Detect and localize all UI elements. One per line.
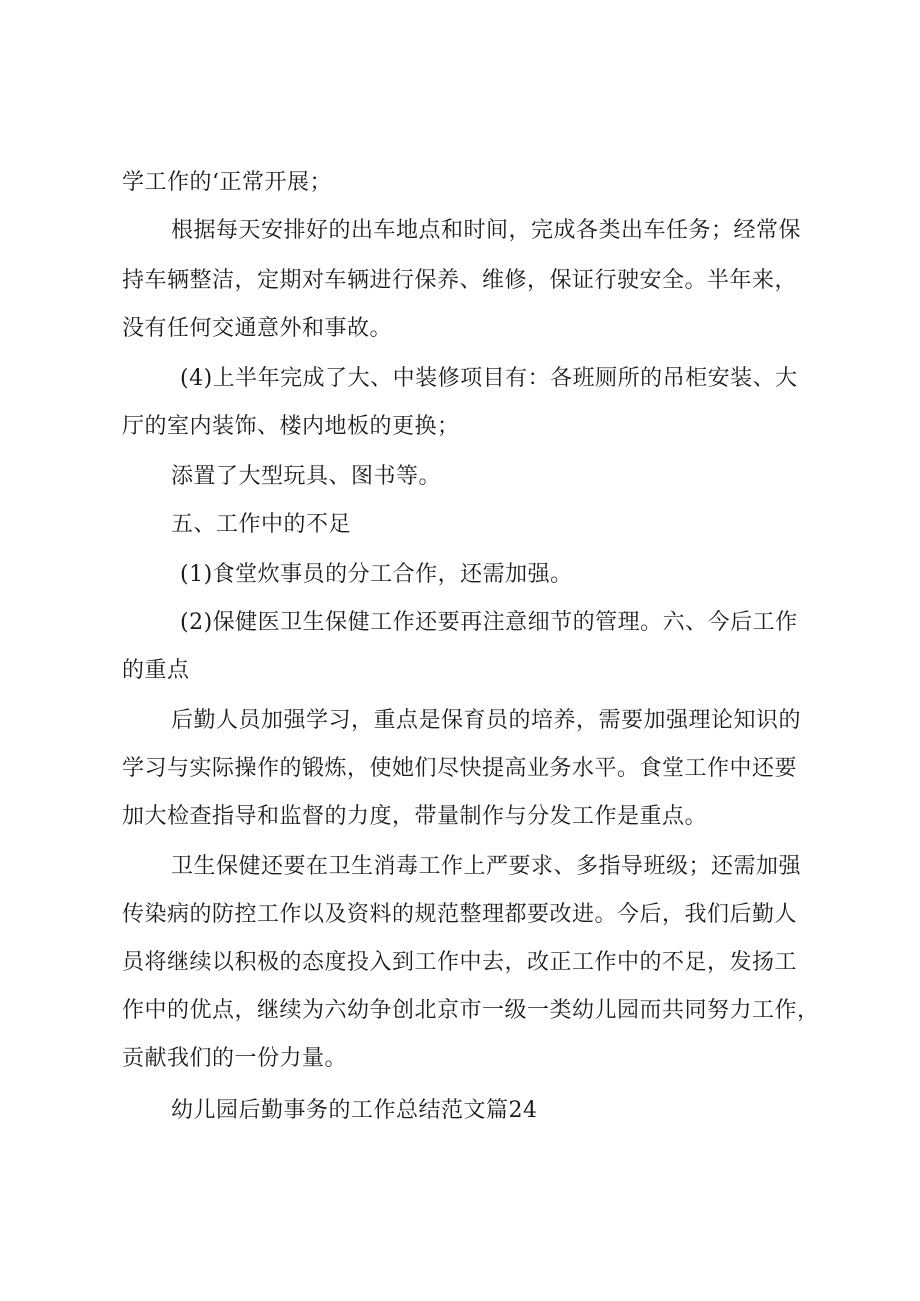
text-line: (2)保健医卫生保健工作还要再注意细节的管理。六、今后工作 — [180, 610, 798, 635]
text-line: 添置了大型玩具、图书等。 — [171, 464, 442, 489]
text-line: 根据每天安排好的出车地点和时间，完成各类出车任务；经常保 — [171, 218, 802, 243]
section-heading: 五、工作中的不足 — [171, 512, 352, 537]
text-line: 贡献我们的一份力量。 — [122, 1046, 348, 1071]
text-line: 持车辆整洁，定期对车辆进行保养、维修，保证行驶安全。半年来， — [122, 268, 798, 293]
text-line: 学工作的‘正常开展； — [122, 170, 332, 195]
text-line: (1)食堂炊事员的分工合作，还需加强。 — [180, 562, 573, 587]
text-line: (4)上半年完成了大、中装修项目有：各班厕所的吊柜安装、大 — [180, 366, 798, 391]
article-title: 幼儿园后勤事务的工作总结范文篇24 — [171, 1098, 538, 1123]
text-line: 厅的室内装饰、楼内地板的更换； — [122, 414, 460, 439]
text-line: 传染病的防控工作以及资料的规范整理都要改进。今后，我们后勤人 — [122, 902, 798, 927]
text-line: 没有任何交通意外和事故。 — [122, 316, 393, 341]
text-line: 作中的优点，继续为六幼争创北京市一级一类幼儿园而共同努力工作， — [122, 998, 820, 1023]
text-line: 学习与实际操作的锻炼，使她们尽快提高业务水平。食堂工作中还要 — [122, 756, 798, 781]
text-line: 的重点 — [122, 658, 190, 683]
text-line: 后勤人员加强学习，重点是保育员的培养，需要加强理论知识的 — [171, 708, 802, 733]
text-line: 加大检查指导和监督的力度，带量制作与分发工作是重点。 — [122, 804, 708, 829]
text-line: 员将继续以积极的态度投入到工作中去，改正工作中的不足，发扬工 — [122, 950, 798, 975]
text-line: 卫生保健还要在卫生消毒工作上严要求、多指导班级；还需加强 — [171, 854, 802, 879]
